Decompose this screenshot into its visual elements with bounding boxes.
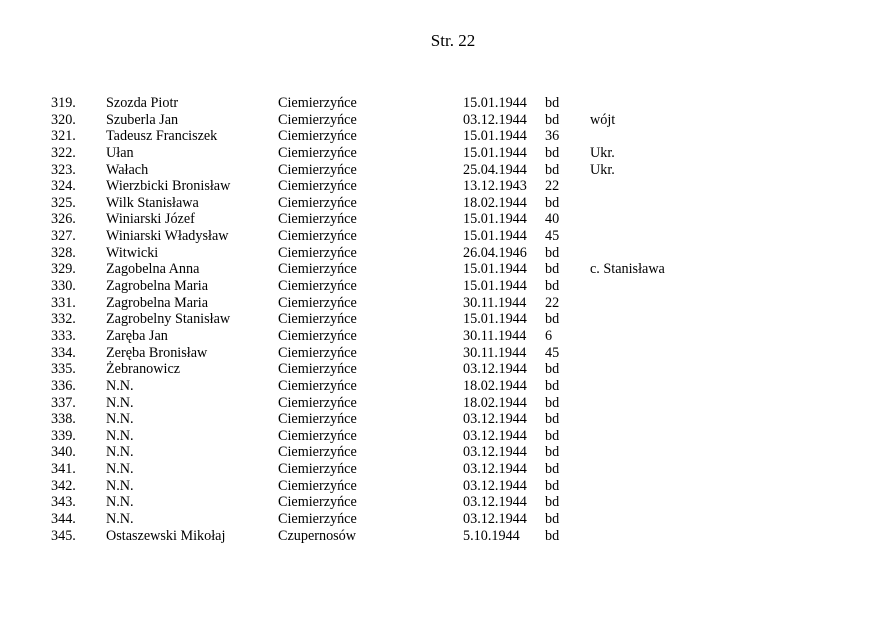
record-name: N.N.: [106, 511, 134, 528]
records-list: [0, 95, 893, 544]
record-age: 36: [545, 128, 560, 145]
record-place: Ciemierzyńce: [278, 211, 357, 228]
record-place: Ciemierzyńce: [278, 311, 357, 328]
record-date: 18.02.1944: [463, 194, 527, 211]
record-age: bd: [545, 261, 560, 278]
record-age: 45: [545, 228, 560, 245]
record-row: [0, 411, 893, 428]
record-date: 15.01.1944: [463, 278, 527, 295]
record-date: 03.12.1944: [463, 444, 527, 461]
record-age: bd: [545, 194, 560, 211]
record-age: bd: [545, 394, 560, 411]
record-number: 329.: [51, 261, 76, 278]
record-age: 45: [545, 344, 560, 361]
record-place: Ciemierzyńce: [278, 344, 357, 361]
record-place: Ciemierzyńce: [278, 111, 357, 128]
record-name: Wierzbicki Bronisław: [106, 178, 231, 195]
record-number: 344.: [51, 511, 76, 528]
record-date: 30.11.1944: [463, 344, 527, 361]
record-row: [0, 311, 893, 328]
record-date: 30.11.1944: [463, 294, 527, 311]
record-date: 15.01.1944: [463, 128, 527, 145]
record-number: 333.: [51, 327, 76, 344]
record-age: bd: [545, 511, 560, 528]
record-age: 22: [545, 178, 560, 195]
record-name: Witwicki: [106, 244, 159, 261]
record-number: 321.: [51, 128, 76, 145]
record-place: Ciemierzyńce: [278, 244, 357, 261]
record-name: N.N.: [106, 394, 134, 411]
record-row: [0, 112, 893, 129]
record-age: bd: [545, 461, 560, 478]
record-row: [0, 361, 893, 378]
record-number: 319.: [51, 95, 76, 111]
record-date: 03.12.1944: [463, 494, 527, 511]
record-row: [0, 178, 893, 195]
record-name: N.N.: [106, 427, 134, 444]
record-place: Ciemierzyńce: [278, 294, 357, 311]
record-name: Ułan: [106, 144, 134, 161]
record-place: Ciemierzyńce: [278, 444, 357, 461]
record-row: [0, 444, 893, 461]
record-place: Czupernosów: [278, 527, 357, 544]
record-name: Szuberla Jan: [106, 111, 179, 128]
record-number: 330.: [51, 278, 76, 295]
record-place: Ciemierzyńce: [278, 95, 357, 111]
record-date: 03.12.1944: [463, 411, 527, 428]
record-age: bd: [545, 111, 560, 128]
record-row: [0, 328, 893, 345]
record-date: 5.10.1944: [463, 527, 520, 544]
record-row: [0, 245, 893, 262]
record-place: Ciemierzyńce: [278, 511, 357, 528]
record-number: 340.: [51, 444, 76, 461]
record-name: Zagobelna Anna: [106, 261, 200, 278]
record-date: 15.01.1944: [463, 144, 527, 161]
record-row: [0, 195, 893, 212]
record-name: Winiarski Władysław: [106, 228, 229, 245]
record-age: bd: [545, 361, 560, 378]
record-row: [0, 461, 893, 478]
record-number: 324.: [51, 178, 76, 195]
record-number: 331.: [51, 294, 76, 311]
record-note: Ukr.: [590, 161, 615, 178]
record-date: 03.12.1944: [463, 461, 527, 478]
record-place: Ciemierzyńce: [278, 427, 357, 444]
record-date: 18.02.1944: [463, 377, 527, 394]
record-name: Ostaszewski Mikołaj: [106, 527, 226, 544]
record-number: 326.: [51, 211, 76, 228]
record-date: 15.01.1944: [463, 228, 527, 245]
record-name: Wałach: [106, 161, 149, 178]
record-age: 6: [545, 327, 553, 344]
record-number: 325.: [51, 194, 76, 211]
record-date: 25.04.1944: [463, 161, 527, 178]
record-row: [0, 95, 893, 112]
record-name: Zagrobelna Maria: [106, 294, 209, 311]
record-place: Ciemierzyńce: [278, 144, 357, 161]
record-age: bd: [545, 144, 560, 161]
record-age: bd: [545, 427, 560, 444]
record-number: 328.: [51, 244, 76, 261]
record-place: Ciemierzyńce: [278, 178, 357, 195]
record-place: Ciemierzyńce: [278, 377, 357, 394]
record-number: 322.: [51, 144, 76, 161]
record-row: [0, 345, 893, 362]
record-name: Winiarski Józef: [106, 211, 195, 228]
record-name: N.N.: [106, 411, 134, 428]
record-age: bd: [545, 311, 560, 328]
record-number: 343.: [51, 494, 76, 511]
record-age: 22: [545, 294, 560, 311]
record-age: bd: [545, 95, 560, 111]
record-name: N.N.: [106, 461, 134, 478]
record-name: Żebranowicz: [106, 361, 181, 378]
record-row: [0, 128, 893, 145]
record-place: Ciemierzyńce: [278, 128, 357, 145]
record-date: 03.12.1944: [463, 427, 527, 444]
record-age: bd: [545, 244, 560, 261]
record-age: bd: [545, 377, 560, 394]
page-header: Str. 22: [430, 31, 476, 50]
record-number: 334.: [51, 344, 76, 361]
record-number: 327.: [51, 228, 76, 245]
record-age: 40: [545, 211, 560, 228]
record-note: c. Stanisława: [590, 261, 665, 278]
record-name: Wilk Stanisława: [106, 194, 199, 211]
record-name: Zeręba Bronisław: [106, 344, 208, 361]
record-date: 03.12.1944: [463, 361, 527, 378]
record-date: 18.02.1944: [463, 394, 527, 411]
record-age: bd: [545, 444, 560, 461]
record-number: 341.: [51, 461, 76, 478]
record-place: Ciemierzyńce: [278, 278, 357, 295]
record-row: [0, 295, 893, 312]
record-name: Tadeusz Franciszek: [106, 128, 218, 145]
record-row: [0, 261, 893, 278]
record-number: 337.: [51, 394, 76, 411]
record-name: N.N.: [106, 477, 134, 494]
record-row: [0, 528, 893, 545]
record-date: 13.12.1943: [463, 178, 527, 195]
record-name: N.N.: [106, 377, 134, 394]
record-age: bd: [545, 278, 560, 295]
record-age: bd: [545, 477, 560, 494]
record-number: 320.: [51, 111, 76, 128]
record-number: 338.: [51, 411, 76, 428]
record-date: 15.01.1944: [463, 211, 527, 228]
record-note: wójt: [590, 111, 616, 128]
record-date: 15.01.1944: [463, 95, 527, 111]
record-row: [0, 162, 893, 179]
record-row: [0, 511, 893, 528]
record-date: 30.11.1944: [463, 327, 527, 344]
record-row: [0, 211, 893, 228]
record-row: [0, 478, 893, 495]
record-place: Ciemierzyńce: [278, 261, 357, 278]
record-number: 339.: [51, 427, 76, 444]
record-place: Ciemierzyńce: [278, 327, 357, 344]
record-row: [0, 228, 893, 245]
record-date: 03.12.1944: [463, 111, 527, 128]
record-age: bd: [545, 527, 560, 544]
record-row: [0, 428, 893, 445]
record-place: Ciemierzyńce: [278, 394, 357, 411]
record-name: N.N.: [106, 494, 134, 511]
record-row: [0, 145, 893, 162]
record-date: 15.01.1944: [463, 261, 527, 278]
record-note: Ukr.: [590, 144, 615, 161]
record-number: 342.: [51, 477, 76, 494]
record-name: Szozda Piotr: [106, 95, 179, 111]
record-row: [0, 378, 893, 395]
record-place: Ciemierzyńce: [278, 494, 357, 511]
record-place: Ciemierzyńce: [278, 411, 357, 428]
record-place: Ciemierzyńce: [278, 477, 357, 494]
record-age: bd: [545, 494, 560, 511]
record-number: 336.: [51, 377, 76, 394]
record-name: Zagrobelna Maria: [106, 278, 209, 295]
record-place: Ciemierzyńce: [278, 228, 357, 245]
record-place: Ciemierzyńce: [278, 194, 357, 211]
record-number: 332.: [51, 311, 76, 328]
record-row: [0, 278, 893, 295]
record-name: Zaręba Jan: [106, 327, 168, 344]
record-place: Ciemierzyńce: [278, 461, 357, 478]
record-date: 03.12.1944: [463, 477, 527, 494]
record-name: Zagrobelny Stanisław: [106, 311, 231, 328]
record-name: N.N.: [106, 444, 134, 461]
record-number: 323.: [51, 161, 76, 178]
record-row: [0, 494, 893, 511]
record-row: [0, 395, 893, 412]
record-number: 335.: [51, 361, 76, 378]
record-age: bd: [545, 161, 560, 178]
record-number: 345.: [51, 527, 76, 544]
record-place: Ciemierzyńce: [278, 161, 357, 178]
record-date: 26.04.1946: [463, 244, 527, 261]
record-date: 15.01.1944: [463, 311, 527, 328]
record-place: Ciemierzyńce: [278, 361, 357, 378]
record-age: bd: [545, 411, 560, 428]
record-date: 03.12.1944: [463, 511, 527, 528]
